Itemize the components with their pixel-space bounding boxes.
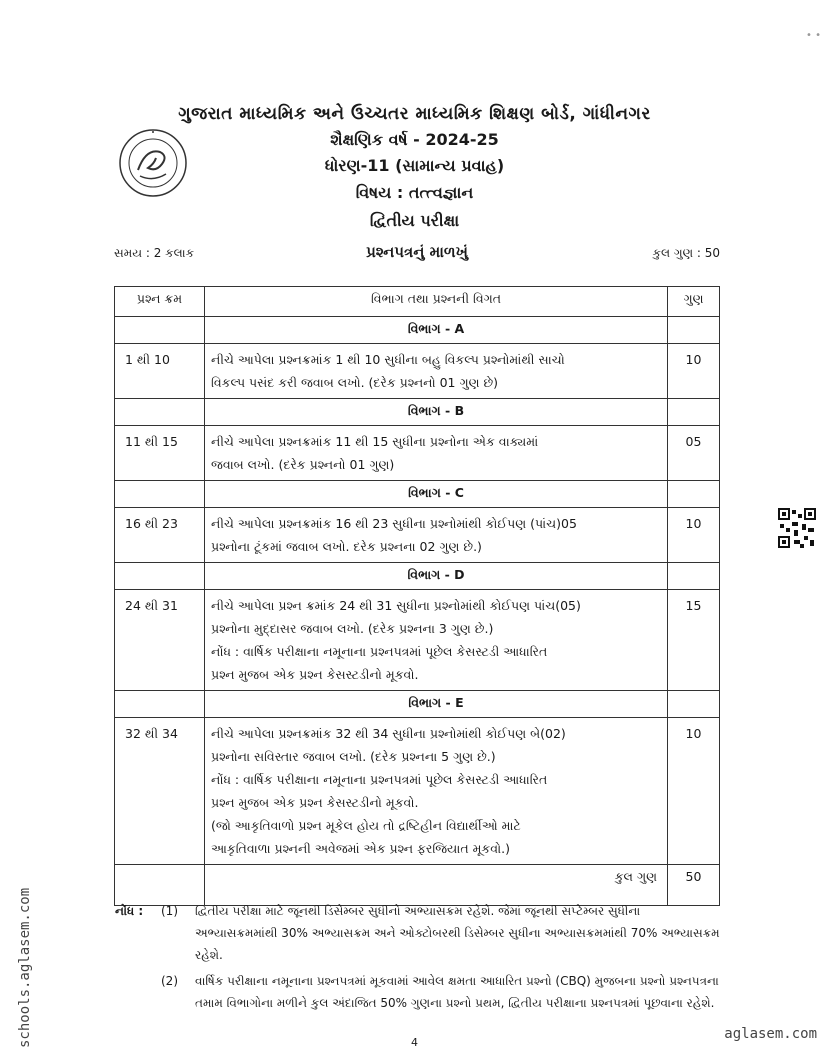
section-marks: 05 — [668, 426, 720, 481]
detail-line: નીચે આપેલા પ્રશ્નક્રમાંક 11 થી 15 સુધીના પ્રશ્નોના એક વાક્યમાં — [211, 434, 539, 449]
col-header-question-no: પ્રશ્ન ક્રમ — [115, 287, 205, 317]
note-text: દ્વિતીય પરીક્ષા માટે જૂનથી ડિસેમ્બર સુધીનો અભ્યાસક્રમ રહેશે. જેમાં જૂનથી સપ્ટેમ્બર સુધીના અભ્યાસક્રમમાંથી 30% અભ્યાસક્રમ અને ઓક્ટોબરથી ડિસેમ્બર સુધીના અભ્યાસક્રમમાંથી 70% અભ્યાસક્રમ રહેશે. — [195, 904, 720, 962]
question-range: 32 થી 34 — [115, 718, 205, 865]
question-range: 16 થી 23 — [115, 508, 205, 563]
standard: ધોરણ-11 (સામાન્ય પ્રવાહ) — [324, 156, 505, 175]
section-title: વિભાગ - B — [205, 399, 668, 426]
detail-line: આકૃતિવાળા પ્રશ્નની અવેજમાં એક પ્રશ્ન ફરજિયાત મૂકવો.) — [211, 841, 510, 856]
section-marks: 15 — [668, 590, 720, 691]
total-label: કુલ ગુણ — [205, 865, 668, 906]
notes-lead: નોંધ : — [115, 904, 144, 918]
section-marks: 10 — [668, 718, 720, 865]
table-row — [115, 426, 720, 481]
side-watermark — [10, 860, 33, 1050]
detail-line: પ્રશ્ન મુજબ એક પ્રશ્ન કેસસ્ટડીનો મૂકવો. — [211, 667, 419, 682]
section-details — [205, 590, 668, 691]
detail-line: નીચે આપેલા પ્રશ્ન ક્રમાંક 24 થી 31 સુધીના પ્રશ્નોમાંથી કોઈપણ પાંચ(05) — [211, 598, 581, 613]
detail-line: જવાબ લખો. (દરેક પ્રશ્નનો 01 ગુણ) — [211, 457, 395, 472]
question-range: 11 થી 15 — [115, 426, 205, 481]
detail-line: પ્રશ્નોના મુદ્દાસર જવાબ લખો. (દરેક પ્રશ્નના 3 ગુણ છે.) — [211, 621, 494, 636]
section-marks: 10 — [668, 344, 720, 399]
scan-mark: • • — [806, 30, 821, 41]
detail-line: (જો આકૃતિવાળો પ્રશ્ન મૂકેલ હોય તો દ્રષ્ટિહીન વિદ્યાર્થીઓ માટે — [211, 818, 521, 833]
table-header-row — [115, 287, 720, 317]
page-number: 4 — [411, 1036, 418, 1049]
section-title: વિભાગ - D — [205, 563, 668, 590]
table-row — [115, 508, 720, 563]
detail-line: વિકલ્પ પસંદ કરી જવાબ લખો. (દરેક પ્રશ્નનો 01 ગુણ છે) — [211, 375, 499, 390]
section-details — [205, 344, 668, 399]
side-watermark-text: schools.aglasem.com — [17, 887, 33, 1048]
section-details — [205, 718, 668, 865]
note-text: વાર્ષિક પરીક્ષાના નમૂનાના પ્રશ્નપત્રમાં મૂકવામાં આવેલ ક્ષમતા આધારિત પ્રશ્નો (CBQ) મુજબના પ્રશ્નો પ્રશ્નપત્રના તમામ વિભાગોના મળીને કુલ અંદાજિત 50% ગુણના પ્રશ્નો પ્રથમ, દ્વિતીય પરીક્ષાના પ્રશ્નપત્રમાં પૂછવાના રહેશે. — [195, 974, 719, 1010]
board-name: ગુજરાત માધ્યમિક અને ઉચ્ચતર માધ્યમિક શિક્ષણ બોર્ડ, ગાંધીનગર — [178, 104, 651, 124]
section-row — [115, 317, 720, 344]
detail-line: પ્રશ્નોના ટૂંકમાં જવાબ લખો. દરેક પ્રશ્નના 02 ગુણ છે.) — [211, 539, 482, 554]
table-row — [115, 718, 720, 865]
col-header-marks: ગુણ — [668, 287, 720, 317]
blueprint-table — [114, 286, 720, 906]
question-range: 1 થી 10 — [115, 344, 205, 399]
notes-block — [115, 900, 725, 1014]
table-row — [115, 590, 720, 691]
note-item — [115, 970, 725, 1014]
exam-meta — [114, 243, 720, 265]
section-marks: 10 — [668, 508, 720, 563]
section-details — [205, 426, 668, 481]
total-marks: કુલ ગુણ : 50 — [652, 246, 720, 260]
section-title: વિભાગ - E — [205, 691, 668, 718]
detail-line: નીચે આપેલા પ્રશ્નક્રમાંક 32 થી 34 સુધીના પ્રશ્નોમાંથી કોઈપણ બે(02) — [211, 726, 566, 741]
footer-watermark: aglasem.com — [724, 1026, 817, 1042]
academic-year: શૈક્ષણિક વર્ષ - 2024-25 — [330, 130, 499, 149]
section-title: વિભાગ - C — [205, 481, 668, 508]
detail-line: પ્રશ્ન મુજબ એક પ્રશ્ન કેસસ્ટડીનો મૂકવો. — [211, 795, 419, 810]
detail-line: નોંધ : વાર્ષિક પરીક્ષાના નમૂનાના પ્રશ્નપત્રમાં પૂછેલ કેસસ્ટડી આધારિત — [211, 772, 548, 787]
exam-time: સમય : 2 કલાક — [114, 246, 195, 260]
section-row — [115, 563, 720, 590]
exam-name: દ્વિતીય પરીક્ષા — [369, 211, 460, 230]
section-title: વિભાગ - A — [205, 317, 668, 344]
detail-line: પ્રશ્નોના સવિસ્તાર જવાબ લખો. (દરેક પ્રશ્નના 5 ગુણ છે.) — [211, 749, 496, 764]
detail-line: નોંધ : વાર્ષિક પરીક્ષાના નમૂનાના પ્રશ્નપત્રમાં પૂછેલ કેસસ્ટડી આધારિત — [211, 644, 548, 659]
note-number: (2) — [161, 974, 178, 988]
table-row — [115, 344, 720, 399]
col-header-details: વિભાગ તથા પ્રશ્નની વિગત — [205, 287, 668, 317]
section-row — [115, 691, 720, 718]
blueprint-title: પ્રશ્નપત્રનું માળખું — [366, 243, 468, 261]
section-details — [205, 508, 668, 563]
total-value: 50 — [668, 865, 720, 906]
section-row — [115, 399, 720, 426]
note-item — [115, 900, 725, 966]
qr-code-icon — [778, 508, 816, 548]
note-number: (1) — [161, 904, 178, 918]
detail-line: નીચે આપેલા પ્રશ્નક્રમાંક 1 થી 10 સુધીના બહુ વિકલ્પ પ્રશ્નોમાંથી સાચો — [211, 352, 565, 367]
detail-line: નીચે આપેલા પ્રશ્નક્રમાંક 16 થી 23 સુધીના પ્રશ્નોમાંથી કોઈપણ (પાંચ)05 — [211, 516, 577, 531]
subject: વિષય : તત્ત્વજ્ઞાન — [355, 183, 474, 202]
section-row — [115, 481, 720, 508]
question-range: 24 થી 31 — [115, 590, 205, 691]
